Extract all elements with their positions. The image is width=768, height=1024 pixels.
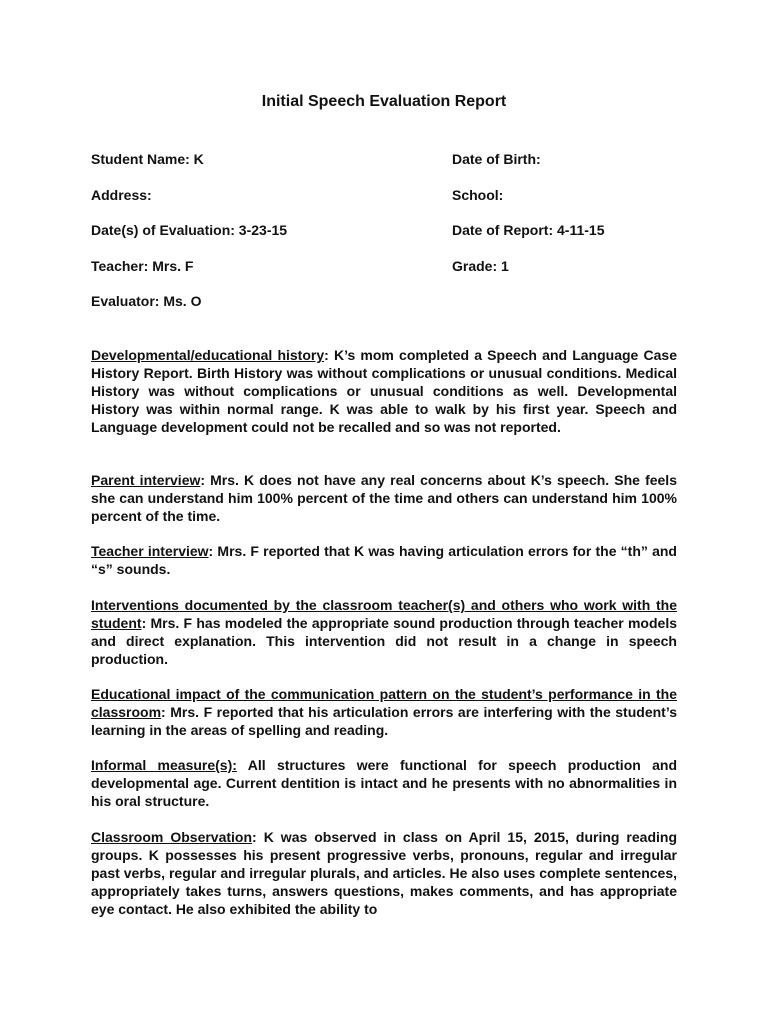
student-name-field: Student Name: K xyxy=(91,151,204,167)
section-separator xyxy=(237,757,248,773)
grade-field: Grade: 1 xyxy=(452,258,509,274)
section-educational-impact xyxy=(91,685,677,739)
date-of-report-field: Date of Report: 4-11-15 xyxy=(452,222,605,238)
section-informal-measures xyxy=(91,756,677,810)
evaluator-field: Evaluator: Ms. O xyxy=(91,293,202,309)
section-developmental-history xyxy=(91,346,677,436)
section-separator: : xyxy=(252,829,264,845)
school-field: School: xyxy=(452,187,504,203)
section-body: All structures were functional for speech production and developmental age. Current dentition is intact and he presents with no abnormalities in his oral structure. xyxy=(91,757,678,809)
date-of-birth-field: Date of Birth: xyxy=(452,151,541,167)
dates-of-evaluation-field: Date(s) of Evaluation: 3-23-15 xyxy=(91,222,288,238)
address-field: Address: xyxy=(91,187,152,203)
section-heading: Developmental/educational history xyxy=(91,347,325,363)
section-body: K’s mom completed a Speech and Language Case History Report. Birth History was without complications or unusual conditions. Medical History was without complications or unusual conditions as well. Developmental History was within normal range. K was able to walk by his first year. Speech and Language development could not be recalled and so was not reported. xyxy=(91,347,677,435)
section-separator: : xyxy=(141,615,151,631)
section-heading: Classroom Observation xyxy=(91,829,253,845)
teacher-field: Teacher: Mrs. F xyxy=(91,258,194,274)
section-separator: : xyxy=(208,543,218,559)
section-teacher-interview xyxy=(91,542,677,578)
section-separator: : xyxy=(324,347,334,363)
section-heading: Informal measure(s): xyxy=(91,757,237,773)
section-heading: Interventions documented by the classroom teacher(s) and others who work with the student xyxy=(91,597,677,631)
report-title: Initial Speech Evaluation Report xyxy=(261,93,507,110)
section-body: K was observed in class on April 15, 2015, during reading groups. K possesses his present progressive verbs, pronouns, regular and irregular past verbs, regular and irregular plurals, and articles. He also uses complete sentences, appropriately takes turns, answers questions, makes comments, and has appropriate eye contact. He also exhibited the ability to xyxy=(91,829,677,917)
section-heading: Teacher interview xyxy=(91,543,209,559)
section-classroom-observation xyxy=(91,828,677,918)
section-separator: : xyxy=(200,472,211,488)
section-parent-interview xyxy=(91,471,677,525)
section-body: Mrs. K does not have any real concerns about K’s speech. She feels she can understand him 100% percent of the time and others can understand him 100% percent of the time. xyxy=(91,472,677,524)
section-interventions xyxy=(91,596,677,668)
section-heading: Educational impact of the communication pattern on the student’s performance in the classroom xyxy=(91,686,677,720)
section-separator: : xyxy=(161,704,171,720)
section-body: Mrs. F reported that K was having articulation errors for the “th” and “s” sounds. xyxy=(91,543,677,577)
section-heading: Parent interview xyxy=(91,472,201,488)
section-body: Mrs. F reported that his articulation errors are interfering with the student’s learning in the areas of spelling and reading. xyxy=(91,704,677,738)
section-body: Mrs. F has modeled the appropriate sound production through teacher models and direct explanation. This intervention did not result in a change in speech production. xyxy=(91,615,677,667)
